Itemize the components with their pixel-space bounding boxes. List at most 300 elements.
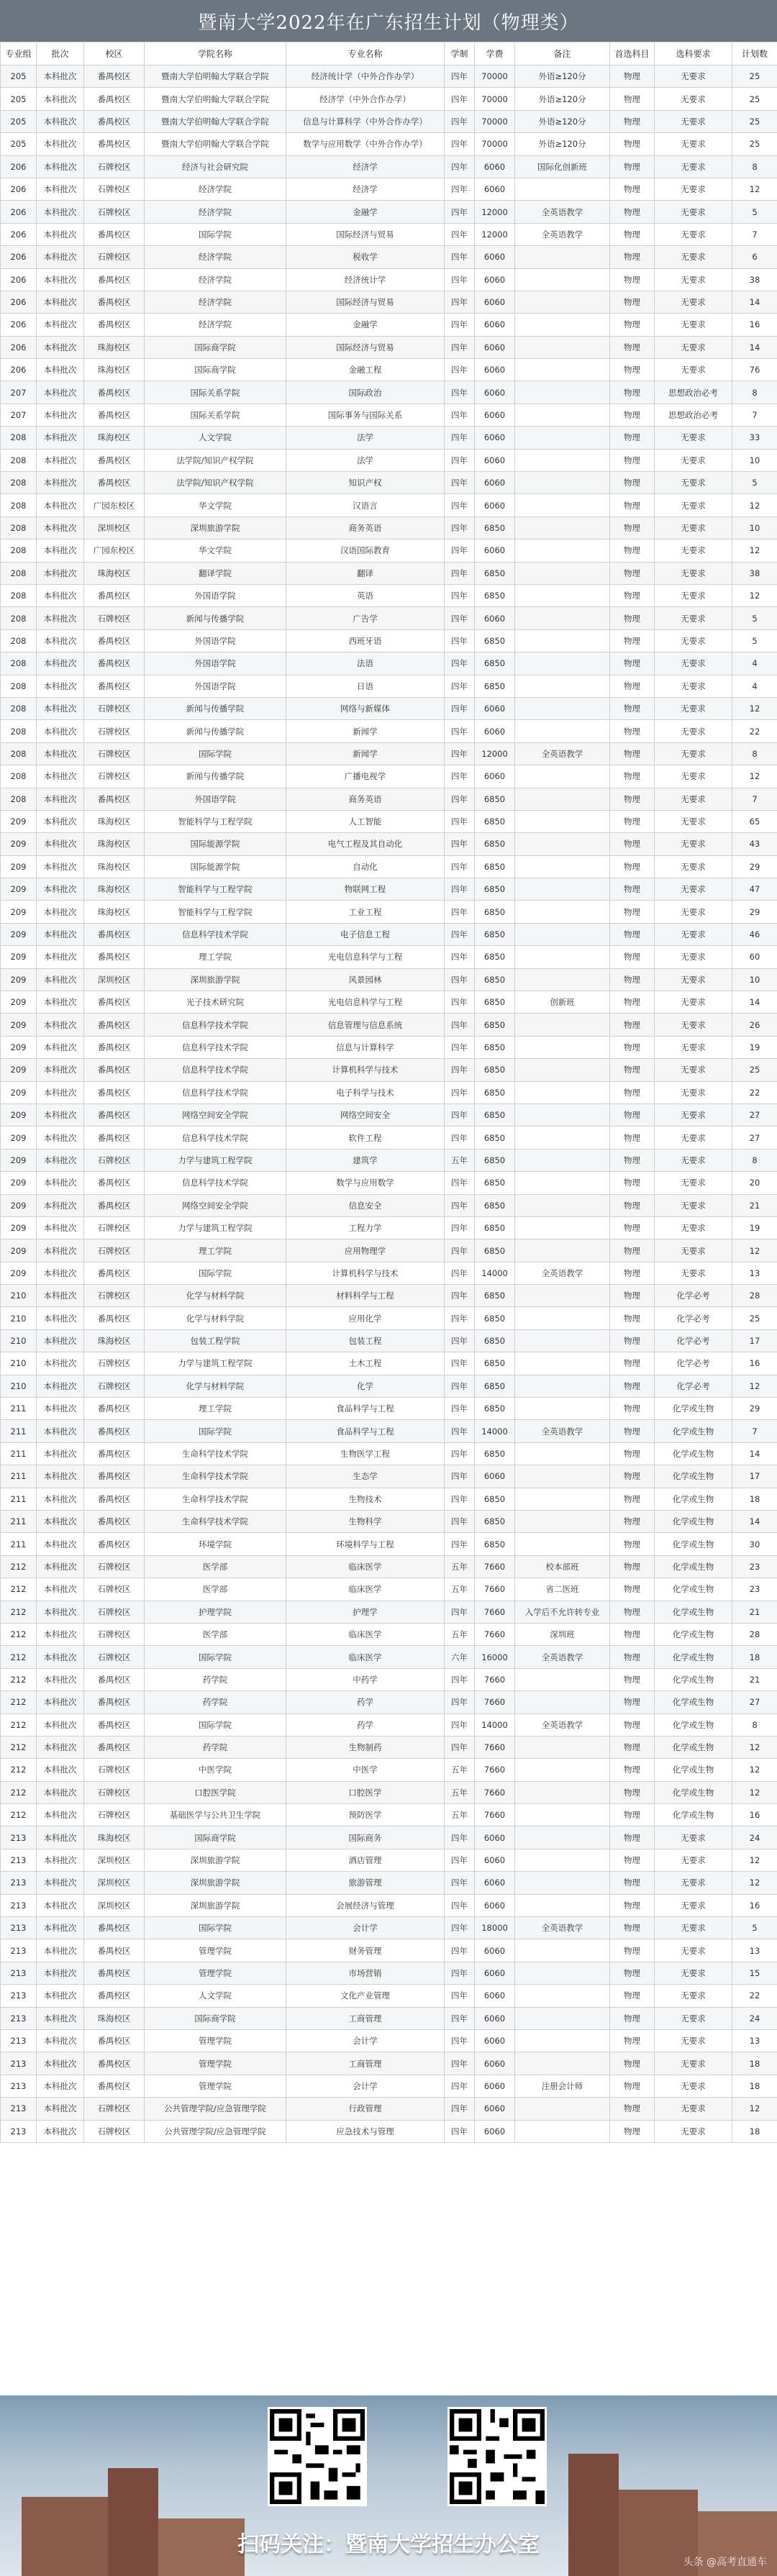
cell-batch: 本科批次 bbox=[37, 1103, 84, 1126]
table-row bbox=[1, 1985, 777, 2007]
cell-duration: 四年 bbox=[445, 381, 475, 404]
cell-first-subject: 物理 bbox=[610, 1555, 655, 1578]
cell-duration: 四年 bbox=[445, 765, 475, 788]
cell-tuition: 6850 bbox=[475, 1398, 515, 1420]
cell-campus: 番禺校区 bbox=[84, 1962, 145, 1984]
cell-major: 英语 bbox=[286, 584, 445, 606]
cell-group: 213 bbox=[1, 1917, 37, 1939]
cell-batch: 本科批次 bbox=[37, 1962, 84, 1984]
cell-campus: 番禺校区 bbox=[84, 788, 145, 810]
cell-group: 206 bbox=[1, 223, 37, 245]
cell-college: 国际关系学院 bbox=[145, 404, 286, 426]
cell-major: 药学 bbox=[286, 1691, 445, 1713]
cell-remarks bbox=[515, 697, 610, 719]
cell-major: 税收学 bbox=[286, 246, 445, 268]
cell-quota: 12 bbox=[732, 765, 777, 788]
cell-first-subject: 物理 bbox=[610, 1103, 655, 1126]
table-row bbox=[1, 1194, 777, 1216]
cell-major: 中药学 bbox=[286, 1668, 445, 1690]
cell-first-subject: 物理 bbox=[610, 381, 655, 404]
cell-subject-req: 无要求 bbox=[655, 2120, 732, 2142]
cell-duration: 四年 bbox=[445, 65, 475, 88]
table-row bbox=[1, 742, 777, 765]
cell-duration: 四年 bbox=[445, 991, 475, 1014]
watermark: 头条 @高考直通车 bbox=[683, 2557, 767, 2568]
cell-quota: 16 bbox=[732, 314, 777, 336]
table-row bbox=[1, 923, 777, 945]
cell-subject-req: 无要求 bbox=[655, 1059, 732, 1081]
cell-major: 数学与应用数学（中外合作办学） bbox=[286, 133, 445, 155]
cell-college: 深圳旅游学院 bbox=[145, 968, 286, 991]
cell-tuition: 6850 bbox=[475, 1285, 515, 1307]
cell-college: 化学与材料学院 bbox=[145, 1375, 286, 1397]
cell-major: 文化产业管理 bbox=[286, 1985, 445, 2007]
cell-remarks bbox=[515, 1872, 610, 1894]
cell-campus: 石牌校区 bbox=[84, 155, 145, 178]
cell-duration: 四年 bbox=[445, 1194, 475, 1216]
cell-subject-req: 无要求 bbox=[655, 336, 732, 358]
cell-group: 209 bbox=[1, 1014, 37, 1036]
cell-subject-req: 化学或生物 bbox=[655, 1759, 732, 1781]
cell-group: 209 bbox=[1, 946, 37, 968]
cell-remarks bbox=[515, 2052, 610, 2075]
table-row bbox=[1, 1578, 777, 1601]
cell-subject-req: 无要求 bbox=[655, 449, 732, 471]
cell-batch: 本科批次 bbox=[37, 1059, 84, 1081]
table-row bbox=[1, 652, 777, 675]
cell-remarks bbox=[515, 855, 610, 878]
cell-major: 金融学 bbox=[286, 314, 445, 336]
cell-major: 自动化 bbox=[286, 855, 445, 878]
cell-group: 210 bbox=[1, 1375, 37, 1397]
cell-batch: 本科批次 bbox=[37, 2029, 84, 2052]
cell-first-subject: 物理 bbox=[610, 110, 655, 132]
cell-campus: 珠海校区 bbox=[84, 855, 145, 878]
cell-duration: 四年 bbox=[445, 1601, 475, 1623]
cell-group: 209 bbox=[1, 1103, 37, 1126]
cell-tuition: 7660 bbox=[475, 1578, 515, 1601]
cell-duration: 四年 bbox=[445, 2007, 475, 2029]
cell-duration: 四年 bbox=[445, 494, 475, 516]
cell-tuition: 12000 bbox=[475, 742, 515, 765]
cell-quota: 8 bbox=[732, 1713, 777, 1736]
cell-college: 理工学院 bbox=[145, 946, 286, 968]
cell-subject-req: 无要求 bbox=[655, 494, 732, 516]
cell-remarks: 全英语教学 bbox=[515, 1262, 610, 1284]
cell-remarks bbox=[515, 562, 610, 584]
cell-major: 临床医学 bbox=[286, 1578, 445, 1601]
cell-first-subject: 物理 bbox=[610, 2007, 655, 2029]
cell-batch: 本科批次 bbox=[37, 1849, 84, 1871]
cell-duration: 四年 bbox=[445, 562, 475, 584]
cell-remarks bbox=[515, 1759, 610, 1781]
cell-remarks bbox=[515, 1307, 610, 1329]
cell-subject-req: 无要求 bbox=[655, 1036, 732, 1058]
cell-group: 207 bbox=[1, 404, 37, 426]
cell-campus: 广园东校区 bbox=[84, 540, 145, 562]
cell-quota: 76 bbox=[732, 359, 777, 381]
cell-quota: 4 bbox=[732, 652, 777, 675]
cell-major: 会展经济与管理 bbox=[286, 1894, 445, 1916]
cell-quota: 25 bbox=[732, 110, 777, 132]
cell-duration: 四年 bbox=[445, 404, 475, 426]
cell-major: 新闻学 bbox=[286, 720, 445, 742]
cell-college: 新闻与传播学院 bbox=[145, 607, 286, 629]
cell-remarks bbox=[515, 1962, 610, 1984]
cell-campus: 番禺校区 bbox=[84, 923, 145, 945]
cell-first-subject: 物理 bbox=[610, 540, 655, 562]
cell-major: 生物科学 bbox=[286, 1511, 445, 1533]
cell-remarks bbox=[515, 923, 610, 945]
cell-college: 信息科学技术学院 bbox=[145, 1172, 286, 1194]
cell-subject-req: 化学必考 bbox=[655, 1329, 732, 1352]
cell-batch: 本科批次 bbox=[37, 336, 84, 358]
cell-duration: 四年 bbox=[445, 607, 475, 629]
cell-remarks bbox=[515, 1285, 610, 1307]
cell-tuition: 18000 bbox=[475, 1917, 515, 1939]
cell-batch: 本科批次 bbox=[37, 562, 84, 584]
cell-duration: 四年 bbox=[445, 742, 475, 765]
cell-batch: 本科批次 bbox=[37, 201, 84, 223]
cell-first-subject: 物理 bbox=[610, 1285, 655, 1307]
cell-subject-req: 无要求 bbox=[655, 742, 732, 765]
cell-major: 生态学 bbox=[286, 1465, 445, 1488]
cell-batch: 本科批次 bbox=[37, 1465, 84, 1488]
cell-campus: 石牌校区 bbox=[84, 1216, 145, 1239]
table-row bbox=[1, 901, 777, 923]
cell-major: 工商管理 bbox=[286, 2007, 445, 2029]
cell-tuition: 6060 bbox=[475, 449, 515, 471]
cell-remarks bbox=[515, 901, 610, 923]
cell-tuition: 6060 bbox=[475, 246, 515, 268]
cell-remarks bbox=[515, 449, 610, 471]
cell-duration: 四年 bbox=[445, 1081, 475, 1103]
cell-campus: 番禺校区 bbox=[84, 1059, 145, 1081]
cell-first-subject: 物理 bbox=[610, 968, 655, 991]
cell-group: 206 bbox=[1, 268, 37, 291]
cell-major: 生物技术 bbox=[286, 1488, 445, 1510]
cell-campus: 珠海校区 bbox=[84, 810, 145, 832]
cell-campus: 番禺校区 bbox=[84, 946, 145, 968]
cell-group: 208 bbox=[1, 562, 37, 584]
cell-first-subject: 物理 bbox=[610, 1826, 655, 1849]
header-duration: 学制 bbox=[445, 42, 475, 65]
cell-major: 广播电视学 bbox=[286, 765, 445, 788]
cell-duration: 四年 bbox=[445, 449, 475, 471]
cell-remarks bbox=[515, 1533, 610, 1555]
table-row bbox=[1, 1239, 777, 1262]
cell-campus: 番禺校区 bbox=[84, 1398, 145, 1420]
cell-batch: 本科批次 bbox=[37, 88, 84, 110]
cell-college: 护理学院 bbox=[145, 1601, 286, 1623]
cell-subject-req: 无要求 bbox=[655, 110, 732, 132]
cell-group: 208 bbox=[1, 720, 37, 742]
cell-college: 经济学院 bbox=[145, 246, 286, 268]
cell-batch: 本科批次 bbox=[37, 268, 84, 291]
cell-remarks bbox=[515, 1216, 610, 1239]
cell-tuition: 6060 bbox=[475, 607, 515, 629]
cell-subject-req: 无要求 bbox=[655, 201, 732, 223]
cell-college: 信息科学技术学院 bbox=[145, 923, 286, 945]
cell-quota: 22 bbox=[732, 720, 777, 742]
cell-quota: 14 bbox=[732, 1442, 777, 1465]
cell-major: 药学 bbox=[286, 1713, 445, 1736]
cell-tuition: 6060 bbox=[475, 359, 515, 381]
cell-group: 208 bbox=[1, 516, 37, 539]
cell-campus: 石牌校区 bbox=[84, 1759, 145, 1781]
cell-quota: 22 bbox=[732, 1985, 777, 2007]
cell-major: 会计学 bbox=[286, 1917, 445, 1939]
cell-first-subject: 物理 bbox=[610, 1578, 655, 1601]
cell-campus: 石牌校区 bbox=[84, 1352, 145, 1375]
cell-first-subject: 物理 bbox=[610, 427, 655, 449]
cell-tuition: 6850 bbox=[475, 1511, 515, 1533]
cell-batch: 本科批次 bbox=[37, 1262, 84, 1284]
cell-quota: 21 bbox=[732, 1601, 777, 1623]
cell-first-subject: 物理 bbox=[610, 1036, 655, 1058]
cell-tuition: 6850 bbox=[475, 562, 515, 584]
cell-group: 213 bbox=[1, 1826, 37, 1849]
cell-remarks bbox=[515, 291, 610, 313]
cell-college: 智能科学与工程学院 bbox=[145, 878, 286, 901]
cell-major: 化学 bbox=[286, 1375, 445, 1397]
cell-quota: 27 bbox=[732, 1103, 777, 1126]
cell-first-subject: 物理 bbox=[610, 810, 655, 832]
cell-first-subject: 物理 bbox=[610, 1804, 655, 1826]
cell-campus: 珠海校区 bbox=[84, 878, 145, 901]
cell-major: 光电信息科学与工程 bbox=[286, 946, 445, 968]
cell-campus: 石牌校区 bbox=[84, 1804, 145, 1826]
cell-subject-req: 化学必考 bbox=[655, 1352, 732, 1375]
cell-quota: 12 bbox=[732, 1849, 777, 1871]
cell-college: 国际能源学院 bbox=[145, 833, 286, 855]
cell-tuition: 6060 bbox=[475, 155, 515, 178]
cell-major: 软件工程 bbox=[286, 1127, 445, 1149]
cell-campus: 番禺校区 bbox=[84, 1511, 145, 1533]
table-row bbox=[1, 540, 777, 562]
cell-subject-req: 无要求 bbox=[655, 1849, 732, 1871]
cell-subject-req: 无要求 bbox=[655, 1081, 732, 1103]
cell-college: 包装工程学院 bbox=[145, 1329, 286, 1352]
cell-subject-req: 化学或生物 bbox=[655, 1398, 732, 1420]
cell-first-subject: 物理 bbox=[610, 1668, 655, 1690]
cell-group: 212 bbox=[1, 1578, 37, 1601]
cell-campus: 番禺校区 bbox=[84, 1533, 145, 1555]
cell-first-subject: 物理 bbox=[610, 742, 655, 765]
cell-college: 信息科学技术学院 bbox=[145, 1059, 286, 1081]
cell-subject-req: 化学或生物 bbox=[655, 1442, 732, 1465]
cell-duration: 四年 bbox=[445, 1736, 475, 1758]
cell-first-subject: 物理 bbox=[610, 404, 655, 426]
cell-quota: 12 bbox=[732, 584, 777, 606]
cell-college: 经济与社会研究院 bbox=[145, 155, 286, 178]
cell-subject-req: 无要求 bbox=[655, 268, 732, 291]
cell-college: 新闻与传播学院 bbox=[145, 765, 286, 788]
table-row bbox=[1, 1533, 777, 1555]
cell-college: 国际能源学院 bbox=[145, 855, 286, 878]
cell-remarks: 外语≥120分 bbox=[515, 110, 610, 132]
cell-batch: 本科批次 bbox=[37, 607, 84, 629]
cell-first-subject: 物理 bbox=[610, 2098, 655, 2120]
cell-major: 网络空间安全 bbox=[286, 1103, 445, 1126]
cell-group: 209 bbox=[1, 878, 37, 901]
cell-campus: 番禺校区 bbox=[84, 1420, 145, 1442]
cell-tuition: 6850 bbox=[475, 810, 515, 832]
cell-first-subject: 物理 bbox=[610, 1962, 655, 1984]
cell-college: 管理学院 bbox=[145, 1939, 286, 1962]
table-row bbox=[1, 2052, 777, 2075]
cell-campus: 石牌校区 bbox=[84, 2120, 145, 2142]
cell-college: 药学院 bbox=[145, 1668, 286, 1690]
cell-duration: 四年 bbox=[445, 1465, 475, 1488]
cell-tuition: 6060 bbox=[475, 1872, 515, 1894]
cell-college: 外国语学院 bbox=[145, 584, 286, 606]
cell-college: 管理学院 bbox=[145, 2029, 286, 2052]
cell-first-subject: 物理 bbox=[610, 246, 655, 268]
cell-remarks bbox=[515, 268, 610, 291]
cell-campus: 番禺校区 bbox=[84, 88, 145, 110]
cell-duration: 四年 bbox=[445, 1872, 475, 1894]
cell-group: 206 bbox=[1, 291, 37, 313]
cell-major: 国际经济与贸易 bbox=[286, 291, 445, 313]
cell-first-subject: 物理 bbox=[610, 201, 655, 223]
cell-duration: 四年 bbox=[445, 2052, 475, 2075]
qr-code-left bbox=[268, 2407, 367, 2506]
cell-quota: 33 bbox=[732, 427, 777, 449]
cell-campus: 番禺校区 bbox=[84, 1465, 145, 1488]
cell-group: 208 bbox=[1, 742, 37, 765]
cell-remarks bbox=[515, 314, 610, 336]
cell-remarks: 外语≥120分 bbox=[515, 88, 610, 110]
cell-subject-req: 无要求 bbox=[655, 223, 732, 245]
cell-campus: 番禺校区 bbox=[84, 1917, 145, 1939]
cell-quota: 12 bbox=[732, 1239, 777, 1262]
cell-quota: 19 bbox=[732, 1036, 777, 1058]
cell-quota: 10 bbox=[732, 968, 777, 991]
table-row bbox=[1, 1894, 777, 1916]
cell-duration: 四年 bbox=[445, 1375, 475, 1397]
cell-college: 国际学院 bbox=[145, 1713, 286, 1736]
cell-remarks bbox=[515, 833, 610, 855]
cell-group: 209 bbox=[1, 1081, 37, 1103]
cell-duration: 四年 bbox=[445, 110, 475, 132]
cell-group: 208 bbox=[1, 607, 37, 629]
cell-major: 人工智能 bbox=[286, 810, 445, 832]
cell-duration: 四年 bbox=[445, 223, 475, 245]
cell-major: 应急技术与管理 bbox=[286, 2120, 445, 2142]
cell-tuition: 6850 bbox=[475, 901, 515, 923]
table-row bbox=[1, 1036, 777, 1058]
cell-batch: 本科批次 bbox=[37, 2098, 84, 2120]
cell-quota: 22 bbox=[732, 1081, 777, 1103]
cell-duration: 四年 bbox=[445, 1488, 475, 1510]
cell-campus: 番禺校区 bbox=[84, 1691, 145, 1713]
cell-tuition: 7660 bbox=[475, 1623, 515, 1645]
cell-college: 经济学院 bbox=[145, 178, 286, 200]
cell-subject-req: 无要求 bbox=[655, 991, 732, 1014]
cell-campus: 石牌校区 bbox=[84, 765, 145, 788]
cell-duration: 五年 bbox=[445, 1555, 475, 1578]
cell-tuition: 6850 bbox=[475, 629, 515, 652]
cell-duration: 四年 bbox=[445, 1398, 475, 1420]
cell-campus: 番禺校区 bbox=[84, 268, 145, 291]
cell-first-subject: 物理 bbox=[610, 1420, 655, 1442]
cell-group: 206 bbox=[1, 246, 37, 268]
cell-batch: 本科批次 bbox=[37, 1398, 84, 1420]
cell-batch: 本科批次 bbox=[37, 178, 84, 200]
cell-major: 应用化学 bbox=[286, 1307, 445, 1329]
cell-major: 会计学 bbox=[286, 2075, 445, 2097]
cell-group: 212 bbox=[1, 1713, 37, 1736]
cell-tuition: 6060 bbox=[475, 268, 515, 291]
cell-tuition: 6850 bbox=[475, 675, 515, 697]
table-row bbox=[1, 1352, 777, 1375]
campus-building-left-2 bbox=[108, 2468, 158, 2576]
cell-quota: 24 bbox=[732, 1826, 777, 1849]
cell-major: 经济学 bbox=[286, 155, 445, 178]
cell-tuition: 6850 bbox=[475, 1533, 515, 1555]
cell-remarks bbox=[515, 1849, 610, 1871]
cell-quota: 24 bbox=[732, 2007, 777, 2029]
cell-campus: 石牌校区 bbox=[84, 607, 145, 629]
cell-batch: 本科批次 bbox=[37, 540, 84, 562]
cell-subject-req: 无要求 bbox=[655, 562, 732, 584]
cell-remarks bbox=[515, 629, 610, 652]
cell-group: 208 bbox=[1, 540, 37, 562]
cell-duration: 五年 bbox=[445, 1149, 475, 1171]
cell-tuition: 6060 bbox=[475, 178, 515, 200]
cell-campus: 番禺校区 bbox=[84, 449, 145, 471]
cell-group: 209 bbox=[1, 855, 37, 878]
cell-batch: 本科批次 bbox=[37, 1623, 84, 1645]
table-row bbox=[1, 472, 777, 494]
cell-group: 206 bbox=[1, 201, 37, 223]
cell-remarks bbox=[515, 1194, 610, 1216]
cell-batch: 本科批次 bbox=[37, 652, 84, 675]
cell-major: 汉语言 bbox=[286, 494, 445, 516]
cell-group: 208 bbox=[1, 765, 37, 788]
cell-duration: 四年 bbox=[445, 1533, 475, 1555]
cell-tuition: 70000 bbox=[475, 133, 515, 155]
cell-remarks bbox=[515, 878, 610, 901]
cell-subject-req: 无要求 bbox=[655, 1985, 732, 2007]
cell-group: 208 bbox=[1, 629, 37, 652]
plan-table-wrapper bbox=[0, 42, 777, 2143]
cell-batch: 本科批次 bbox=[37, 314, 84, 336]
table-row bbox=[1, 1488, 777, 1510]
cell-subject-req: 无要求 bbox=[655, 1172, 732, 1194]
cell-subject-req: 化学或生物 bbox=[655, 1781, 732, 1803]
cell-first-subject: 物理 bbox=[610, 1713, 655, 1736]
cell-quota: 28 bbox=[732, 1623, 777, 1645]
cell-subject-req: 无要求 bbox=[655, 2075, 732, 2097]
cell-major: 日语 bbox=[286, 675, 445, 697]
cell-duration: 四年 bbox=[445, 788, 475, 810]
table-row bbox=[1, 178, 777, 200]
cell-college: 信息科学技术学院 bbox=[145, 1081, 286, 1103]
cell-tuition: 6850 bbox=[475, 788, 515, 810]
cell-major: 国际经济与贸易 bbox=[286, 223, 445, 245]
cell-duration: 四年 bbox=[445, 1239, 475, 1262]
cell-group: 209 bbox=[1, 810, 37, 832]
cell-college: 力学与建筑工程学院 bbox=[145, 1352, 286, 1375]
table-row bbox=[1, 1962, 777, 1984]
cell-subject-req: 化学或生物 bbox=[655, 1804, 732, 1826]
cell-batch: 本科批次 bbox=[37, 133, 84, 155]
cell-major: 知识产权 bbox=[286, 472, 445, 494]
cell-subject-req: 无要求 bbox=[655, 314, 732, 336]
cell-quota: 12 bbox=[732, 697, 777, 719]
